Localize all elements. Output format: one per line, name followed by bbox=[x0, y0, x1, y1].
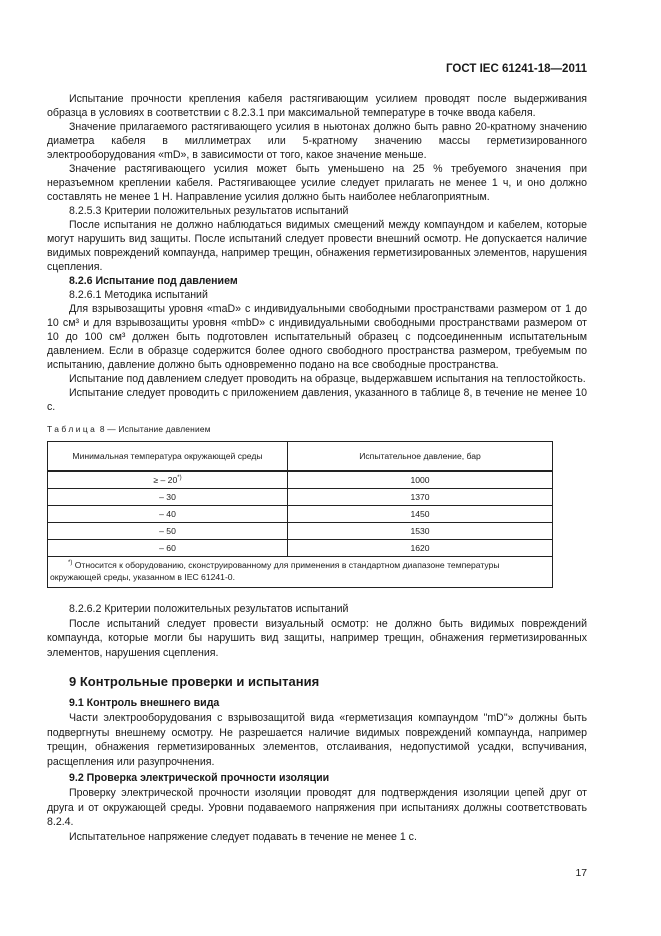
table-row bbox=[48, 489, 553, 506]
paragraph: Испытание прочности крепления кабеля растягивающим усилием проводят после выдерживания образца в условиях в соответствии с 8.2.3.1 при максимальной температуре в точке ввода кабеля. bbox=[47, 93, 587, 119]
paragraph: После испытаний следует провести визуальный осмотр: не должно быть видимых повреждений компаунда, которые могли бы нарушить вид защиты, например трещин, обнажения герметизированных элементов, нарушения сцепления. bbox=[47, 617, 587, 659]
paragraph: Испытание под давлением следует проводить на образце, выдержавшем испытания на теплостойкость. bbox=[69, 373, 586, 385]
paragraph: Значение прилагаемого растягивающего усилия в ньютонах должно быть равно 20-кратному значению диаметра кабеля в миллиметрах или 5-кратному значению массы герметизированного электрооборудования «mD», в зависимости от того, какое значение меньше. bbox=[47, 121, 587, 161]
table-caption bbox=[47, 424, 587, 435]
paragraph: Для взрывозащиты уровня «maD» с индивидуальными свободными пространствами размером от 1 до 10 см³ и для взрывозащиты уровня «mbD» с индивидуальными свободными пространствами размером от 10 до 100 см³ должен быть подготовлен испытательный образец с подсоединенным испытательным давлением. Если в образце содержится более одного свободного пространства размером, требуемым по испытанию, давление должно быть одновременно подано на все свободные пространства. bbox=[47, 303, 587, 371]
footnote-mark: *) bbox=[68, 560, 73, 567]
table-cell: 1450 bbox=[288, 506, 553, 523]
table-caption-prefix: Таблица bbox=[47, 424, 98, 434]
table-cell-with-footnote bbox=[48, 471, 288, 489]
section-heading-8-2-6: 8.2.6 Испытание под давлением bbox=[69, 275, 238, 287]
section-heading-9-2: 9.2 Проверка электрической прочности изоляции bbox=[69, 772, 330, 785]
table-caption-text: 8 — Испытание давлением bbox=[97, 424, 211, 434]
table-row bbox=[48, 540, 553, 557]
table-cell: 1620 bbox=[288, 540, 553, 557]
footnote-text: Относится к оборудованию, сконструированному для применения в стандартном диапазоне температуры окружающей среды, указанном в IEC 61241-0. bbox=[50, 560, 500, 582]
footnote-mark: *) bbox=[177, 475, 182, 482]
paragraph: Значение растягивающего усилия может быть уменьшено на 25 % требуемого значения при неразъемном креплении кабеля. Растягивающее усилие следует прилагать не менее 1 ч, и оно должно составлять не менее 1 Н. Направление усилия должно быть наиболее неблагоприятным. bbox=[47, 163, 587, 203]
paragraph: После испытания не должно наблюдаться видимых смещений между компаундом и кабелем, которые могут нарушить вид защиты. После испытаний следует провести внешний осмотр. Не допускается наличие видимых повреждений компаунда, например трещин, обнажения герметизированных элементов, нарушения сцепления. bbox=[47, 219, 587, 273]
document-body bbox=[47, 92, 587, 844]
table-row bbox=[48, 506, 553, 523]
chapter-heading-9: 9 Контрольные проверки и испытания bbox=[69, 674, 320, 690]
table-footnote bbox=[48, 557, 553, 588]
page-number: 17 bbox=[575, 868, 587, 879]
section-heading-8-2-6-2: 8.2.6.2 Критерии положительных результатов испытаний bbox=[69, 603, 349, 615]
table-row bbox=[48, 523, 553, 540]
paragraph: Проверку электрической прочности изоляции проводят для подтверждения изоляции цепей друг от друга и от окружающей среды. Уровни подаваемого напряжения при испытаниях должны соответствовать 8.2.4. bbox=[47, 786, 587, 829]
paragraph: Испытательное напряжение следует подавать в течение не менее 1 с. bbox=[69, 830, 417, 843]
section-heading-8-2-6-1: 8.2.6.1 Методика испытаний bbox=[69, 289, 208, 301]
section-heading-9-1: 9.1 Контроль внешнего вида bbox=[69, 697, 220, 710]
section-heading-8-2-5-3: 8.2.5.3 Критерии положительных результатов испытаний bbox=[69, 205, 349, 217]
table-cell: – 40 bbox=[48, 506, 288, 523]
paragraph: Испытание следует проводить с приложением давления, указанного в таблице 8, в течение не менее 10 с. bbox=[47, 387, 587, 413]
table-row bbox=[48, 471, 553, 489]
table-cell: ≥ – 20 bbox=[153, 475, 178, 485]
document-header: ГОСТ IEC 61241-18—2011 bbox=[446, 63, 587, 75]
lower-section bbox=[47, 602, 587, 844]
table-cell: – 60 bbox=[48, 540, 288, 557]
pressure-test-table bbox=[47, 441, 553, 588]
table-cell: – 50 bbox=[48, 523, 288, 540]
table-cell: – 30 bbox=[48, 489, 288, 506]
table-cell: 1530 bbox=[288, 523, 553, 540]
table-cell: 1000 bbox=[288, 471, 553, 489]
table-header-cell: Испытательное давление, бар bbox=[288, 442, 553, 472]
table-cell: 1370 bbox=[288, 489, 553, 506]
paragraph: Части электрооборудования с взрывозащитой вида «герметизация компаундом "mD"» должны быть подвергнуты внешнему осмотру. Не разрешается наличие видимых повреждений компаунда, например трещин, обнажения герметизированных элементов, отслаивания, недопустимой усадки, вспучивания, расщепления или разупрочнения. bbox=[47, 711, 587, 768]
table-header-cell: Минимальная температура окружающей среды bbox=[48, 442, 288, 472]
